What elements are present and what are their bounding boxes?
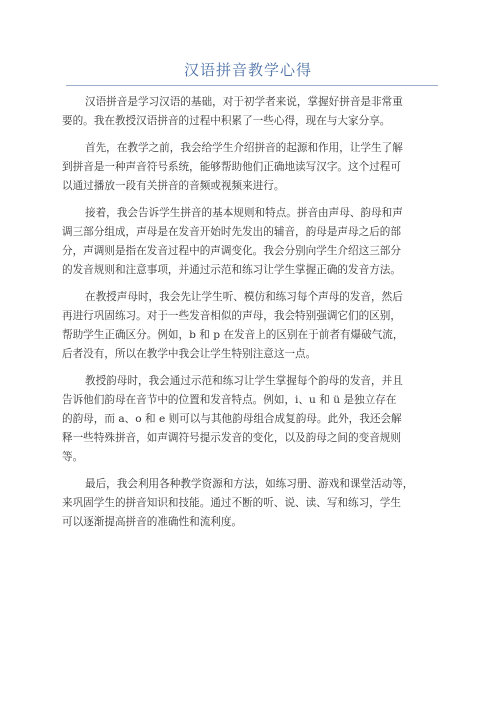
paragraph-line: 调三部分组成，声母是在发音开始时先发出的辅音，韵母是声母之后的部: [62, 226, 401, 238]
paragraph-line: 等。: [62, 451, 84, 463]
paragraph-line: 分，声调则是指在发音过程中的声调变化。我会分别向学生介绍这三部分: [62, 245, 401, 257]
paragraph-gap: [62, 196, 440, 204]
paragraph-line: 再进行巩固练习。对于一些发音相似的声母，我会特别强调它们的区别，: [62, 310, 401, 322]
paragraph-line: 要的。我在教授汉语拼音的过程中积累了一些心得，现在与大家分享。: [62, 115, 391, 127]
paragraph-line: 汉语拼音是学习汉语的基础，对于初学者来说，掌握好拼音是非常重: [85, 96, 403, 108]
title-divider: [66, 85, 438, 86]
paragraph-line: 释一些特殊拼音，如声调符号提示发音的变化，以及韵母之间的变音规则: [62, 432, 401, 444]
article-body: [62, 93, 440, 532]
paragraph-line: 来巩固学生的拼音知识和技能。通过不断的听、说、读、写和练习，学生: [62, 497, 401, 509]
paragraph-line: 接着，我会告诉学生拼音的基本规则和特点。拼音由声母、韵母和声: [85, 207, 403, 219]
paragraph-1: [62, 93, 440, 131]
paragraph-line: 的发音规则和注意事项，并通过示范和练习让学生掌握正确的发音方法。: [62, 264, 401, 276]
paragraph-line: 最后，我会利用各种教学资源和方法，如练习册、游戏和课堂活动等，: [85, 478, 414, 490]
paragraph-line: 帮助学生正确区分。例如，b 和 p 在发音上的区别在于前者有爆破气流，: [62, 329, 404, 341]
paragraph-3: [62, 204, 440, 280]
paragraph-line: 告诉他们韵母在音节中的位置和发音特点。例如，i、u 和 ü 是独立存在: [62, 394, 397, 406]
paragraph-line: 在教授声母时，我会先让学生听、模仿和练习每个声母的发音，然后: [85, 291, 403, 303]
paragraph-gap: [62, 467, 440, 475]
paragraph-line: 的韵母，而 a、o 和 e 则可以与其他韵母组合成复韵母。此外，我还会解: [62, 413, 402, 425]
paragraph-gap: [62, 131, 440, 139]
paragraph-4: [62, 288, 440, 364]
paragraph-line: 教授韵母时，我会通过示范和练习让学生掌握每个韵母的发音，并且: [85, 375, 403, 387]
paragraph-line: 可以逐渐提高拼音的准确性和流利度。: [62, 516, 243, 528]
paragraph-2: [62, 139, 440, 196]
paragraph-6: [62, 475, 440, 532]
paragraph-5: [62, 372, 440, 467]
paragraph-gap: [62, 364, 440, 372]
paragraph-line: 首先，在教学之前，我会给学生介绍拼音的起源和作用，让学生了解: [85, 142, 403, 154]
paragraph-line: 后者没有，所以在教学中我会让学生特别注意这一点。: [62, 348, 317, 360]
paragraph-line: 到拼音是一种声音符号系统，能够帮助他们正确地读写汉字。这个过程可: [62, 161, 401, 173]
paragraph-line: 以通过播放一段有关拼音的音频或视频来进行。: [62, 180, 285, 192]
paragraph-gap: [62, 280, 440, 288]
page-title: 汉语拼音教学心得: [183, 61, 312, 79]
